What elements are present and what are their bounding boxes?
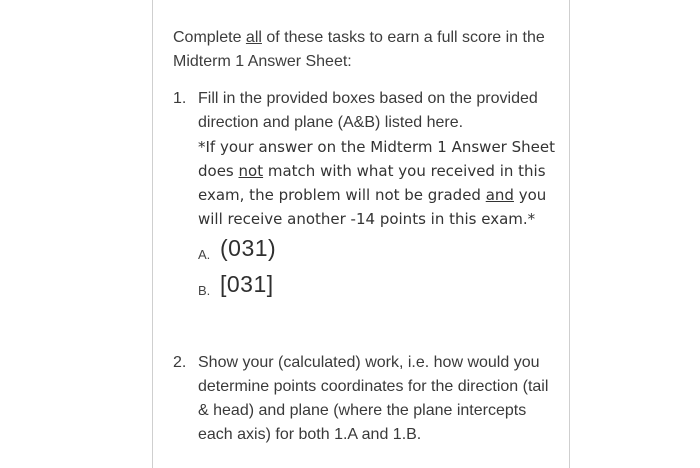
note-emphasis-not: not: [238, 162, 264, 180]
note-emphasis-and: and: [485, 186, 514, 204]
question-card: [152, 0, 570, 468]
intro-text-end: of these tasks to earn a full score in the Midterm 1 Answer Sheet:: [173, 29, 545, 70]
intro-emphasis-all: all: [245, 29, 262, 46]
task-2-number: 2.: [173, 354, 187, 371]
option-b-letter: B.: [198, 283, 211, 298]
instructions-intro: [173, 26, 563, 74]
note-text-1: *If your answer on the Midterm 1 Answer Sheet does: [198, 138, 555, 180]
task-1-number: 1.: [173, 90, 187, 107]
task-1-warning-note: [198, 135, 558, 231]
note-text-2: match with what you received in this exam, the problem will not be graded: [198, 162, 546, 204]
intro-text-start: Complete: [173, 29, 246, 46]
option-b: [198, 269, 558, 303]
option-b-direction-value: [031]: [220, 271, 274, 297]
task-2-text: Show your (calculated) work, i.e. how would you determine points coordinates for the direction (tail & head) and plane (where the plane intercepts each axis) for both 1.A and 1.B.: [198, 354, 549, 443]
task-1-body: [198, 87, 558, 303]
task-2-body: [198, 351, 558, 447]
note-text-3: you will receive another -14 points in this exam.*: [198, 186, 547, 228]
option-a-letter: A.: [198, 247, 211, 262]
option-a-plane-value: (031): [220, 235, 277, 261]
task-1-text: Fill in the provided boxes based on the provided direction and plane (A&B) listed here.: [198, 90, 538, 131]
option-a: [198, 233, 558, 267]
